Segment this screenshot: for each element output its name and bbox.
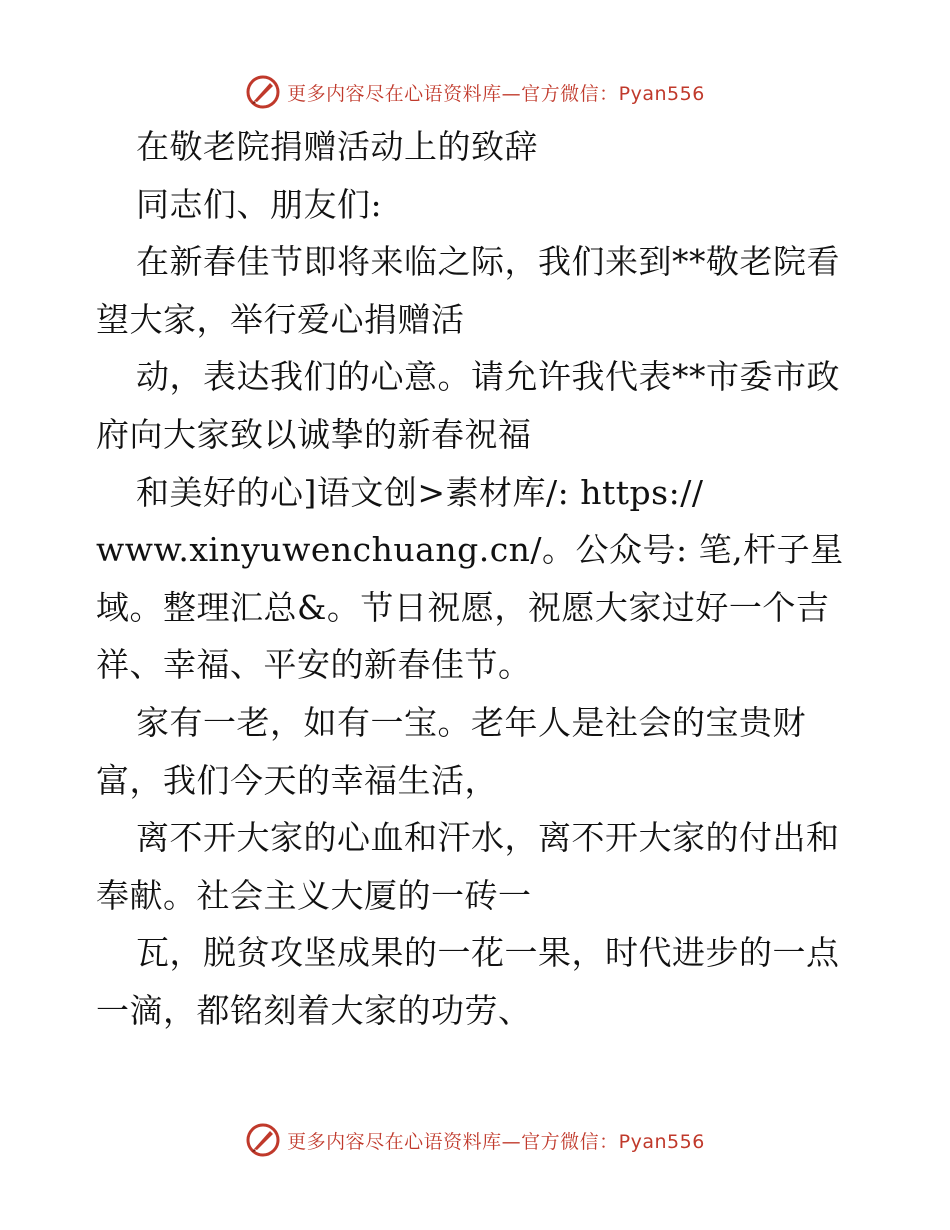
footer-watermark-banner xyxy=(0,1120,950,1160)
paragraph-line: 和美好的心]语文创>素材库/: https:// xyxy=(136,472,704,512)
header-watermark-banner xyxy=(0,72,950,112)
document-body xyxy=(96,118,856,1040)
paragraph-line: www.xinyuwenchuang.cn/。公众号: 笔,杆子星 xyxy=(96,530,844,570)
paragraph-line: 奉献。社会主义大厦的一砖一 xyxy=(96,875,532,915)
paragraph-line: 瓦，脱贫攻坚成果的一花一果，时代进步的一点 xyxy=(136,933,840,973)
salutation: 同志们、朋友们: xyxy=(136,184,383,224)
quill-pen-icon xyxy=(245,74,281,110)
header-banner-text: 更多内容尽在心语资料库—官方微信：Pyan556 xyxy=(287,82,705,105)
document-title: 在敬老院捐赠活动上的致辞 xyxy=(136,127,538,166)
paragraph-line: 域。整理汇总&。节日祝愿，祝愿大家过好一个吉 xyxy=(96,587,830,627)
paragraph-line: 在新春佳节即将来临之际，我们来到**敬老院看 xyxy=(136,242,840,282)
paragraph-line: 动，表达我们的心意。请允许我代表**市委市政 xyxy=(136,357,840,397)
paragraph-line: 离不开大家的心血和汗水，离不开大家的付出和 xyxy=(136,818,840,858)
paragraph-line: 祥、幸福、平安的新春佳节。 xyxy=(96,645,532,685)
paragraph-line: 家有一老，如有一宝。老年人是社会的宝贵财 xyxy=(136,702,806,742)
quill-pen-icon xyxy=(245,1122,281,1158)
paragraph-line: 富，我们今天的幸福生活， xyxy=(96,760,498,800)
paragraph-line: 一滴，都铭刻着大家的功劳、 xyxy=(96,990,532,1030)
paragraph-line: 望大家，举行爱心捐赠活 xyxy=(96,299,465,339)
footer-banner-text: 更多内容尽在心语资料库—官方微信：Pyan556 xyxy=(287,1130,705,1153)
paragraph-line: 府向大家致以诚挚的新春祝福 xyxy=(96,414,532,454)
